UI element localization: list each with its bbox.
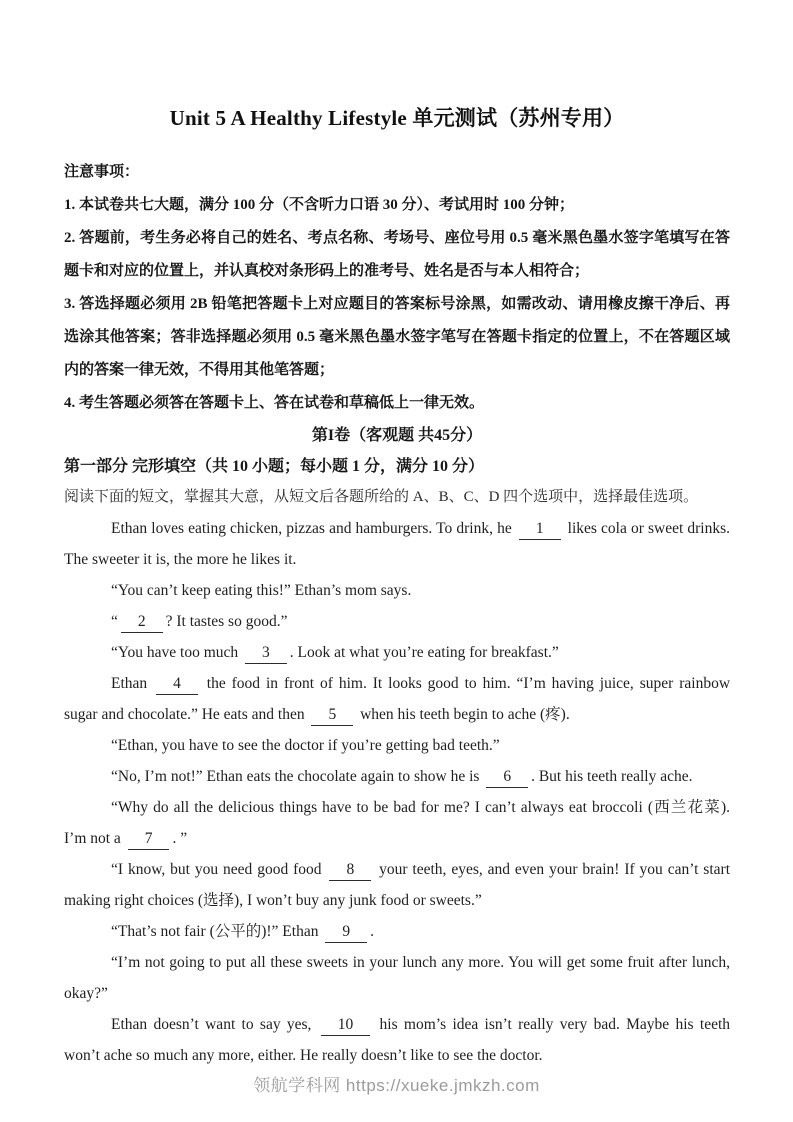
cloze-paragraph-12: Ethan doesn’t want to say yes, 10 his mom’s idea isn’t really very bad. Maybe his teeth won’t ache so much any more, either. He really doesn’t like to see the doctor. — [64, 1016, 731, 1064]
notice-items — [64, 189, 730, 420]
cloze-paragraph-11: “I’m not going to put all these sweets in your lunch any more. You will get some fruit after lunch, okay?” — [64, 954, 730, 1002]
cloze-blank-2: 2 — [121, 613, 163, 633]
cloze-blank-4: 4 — [156, 675, 198, 695]
cloze-paragraph-4: “You have too much 3 . Look at what you’re eating for breakfast.” — [64, 637, 730, 668]
cloze-blank-8: 8 — [329, 861, 371, 881]
cloze-blank-10: 10 — [321, 1016, 371, 1036]
notice-item-4: 4. 考生答题必须答在答题卡上、答在试卷和草稿低上一律无效。 — [64, 395, 485, 411]
cloze-paragraph-10: “That’s not fair (公平的)!” Ethan 9 . — [64, 916, 730, 947]
volume-1-header: 第I卷（客观题 共45分） — [311, 427, 483, 444]
footer-watermark: 领航学科网 https://xueke.jmkzh.com — [253, 1076, 540, 1095]
cloze-paragraph-8: “Why do all the delicious things have to be bad for me? I can’t always eat broccoli (西兰花菜). I’m not a 7 . ” — [64, 792, 730, 854]
cloze-paragraph-2: “You can’t keep eating this!” Ethan’s mom says. — [111, 582, 412, 599]
cloze-blank-1: 1 — [519, 520, 561, 540]
cloze-paragraph-1: Ethan loves eating chicken, pizzas and hamburgers. To drink, he 1 likes cola or sweet drinks. The sweeter it is, the more he likes it. — [64, 520, 731, 568]
notice-item-2: 2. 答题前，考生务必将自己的姓名、考点名称、考场号、座位号用 0.5 毫米黑色墨水签字笔填写在答题卡和对应的位置上，并认真校对条形码上的准考号、姓名是否与本人相符合； — [64, 230, 730, 279]
notice-item-1: 1. 本试卷共七大题，满分 100 分（不含听力口语 30 分）、考试用时 100 分钟； — [64, 197, 575, 213]
cloze-blank-7: 7 — [128, 830, 170, 850]
notice-section — [64, 156, 730, 420]
cloze-paragraph-3: “ 2 ? It tastes so good.” — [64, 606, 730, 637]
cloze-blank-5: 5 — [311, 706, 353, 726]
page-title: Unit 5 A Healthy Lifestyle 单元测试（苏州专用） — [169, 106, 625, 130]
cloze-paragraph-7: “No, I’m not!” Ethan eats the chocolate again to show he is 6 . But his teeth really ache. — [64, 761, 730, 792]
cloze-blank-9: 9 — [325, 923, 367, 943]
cloze-blank-6: 6 — [486, 768, 528, 788]
cloze-paragraph-5: Ethan 4 the food in front of him. It looks good to him. “I’m having juice, super rainbow sugar and chocolate.” He eats and then 5 when his teeth begin to ache (疼). — [64, 668, 730, 730]
notice-heading: 注意事项： — [64, 164, 140, 180]
notice-item-3: 3. 答选择题必须用 2B 铅笔把答题卡上对应题目的答案标号涂黑，如需改动、请用橡皮擦干净后、再选涂其他答案；答非选择题必须用 0.5 毫米黑色墨水签字笔写在答题卡指定的位置上，不在答题区域内的答案一律无效，不得用其他笔答题； — [64, 296, 730, 378]
part-1-header: 第一部分 完形填空（共 10 小题；每小题 1 分，满分 10 分） — [64, 458, 485, 475]
cloze-paragraph-6: “Ethan, you have to see the doctor if you’re getting bad teeth.” — [111, 737, 500, 754]
cloze-passage — [64, 513, 730, 1071]
cloze-blank-3: 3 — [245, 644, 287, 664]
cloze-paragraph-9: “I know, but you need good food 8 your teeth, eyes, and even your brain! If you can’t start making right choices (选择), I won’t buy any junk food or sweets.” — [64, 861, 730, 909]
part-1-instruction: 阅读下面的短文，掌握其大意，从短文后各题所给的 A、B、C、D 四个选项中，选择最佳选项。 — [64, 489, 699, 505]
